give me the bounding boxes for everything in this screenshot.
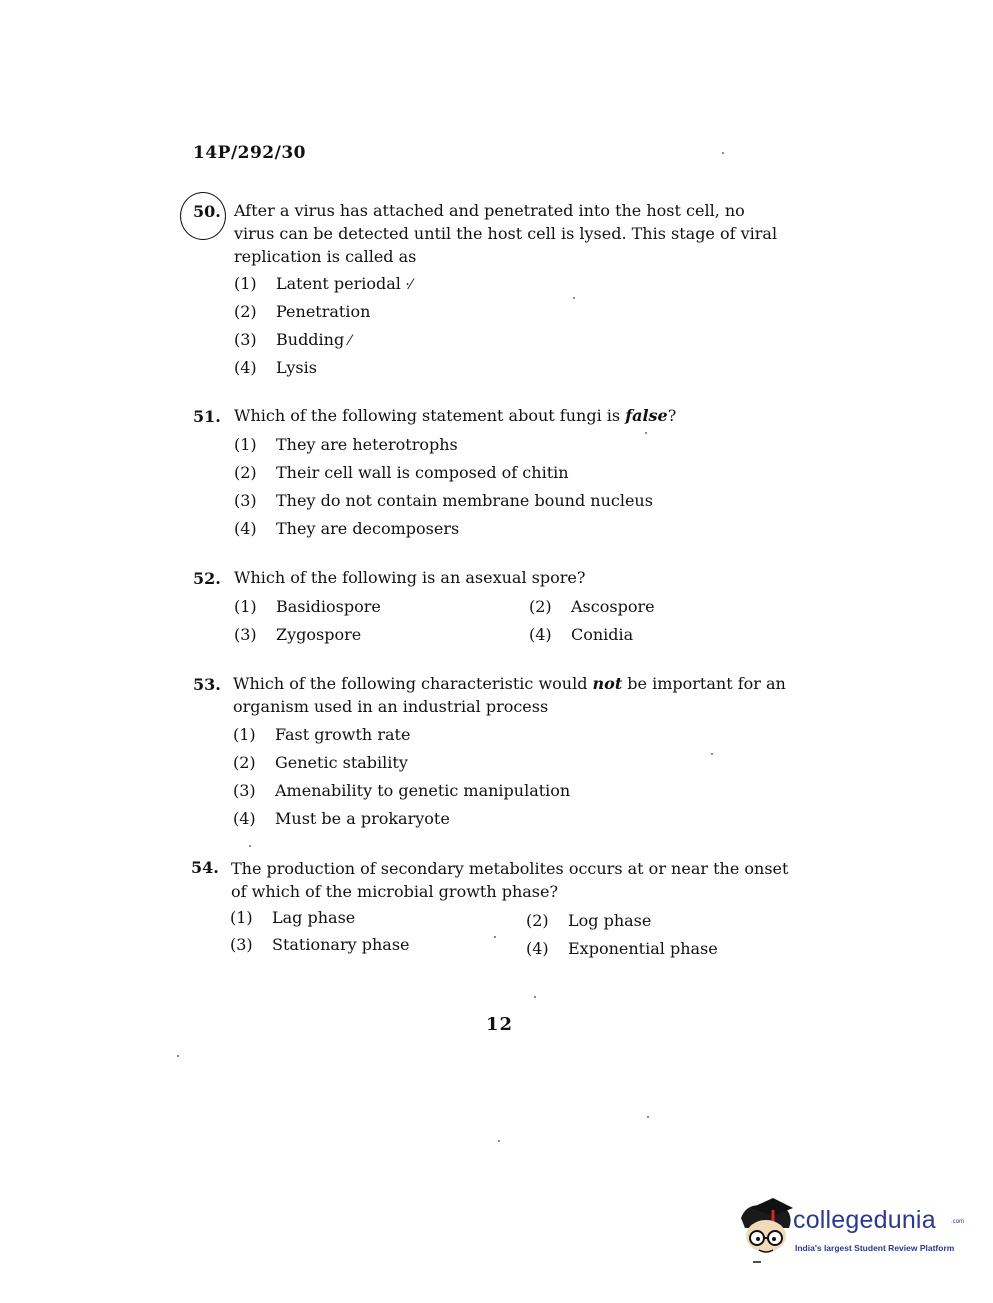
option-item: (2) Their cell wall is composed of chitin [234,463,569,482]
option-item: (3) Stationary phase [230,935,410,954]
option-item: (4) Conidia [529,625,634,644]
option-item: (4) They are decomposers [234,519,460,538]
scan-speck [534,996,536,998]
option-item: (1) Lag phase [230,908,356,927]
option-item: (4) Must be a prokaryote [233,809,450,828]
question-text: Which of the following statement about fungi is false? [234,406,677,425]
brand-domain-suffix: .com [951,1219,965,1225]
question-number: 52. [193,569,221,588]
question-text: Which of the following characteristic would not be important for an organism used in an industrial process [233,674,786,716]
option-item: (1) They are heterotrophs [234,435,458,454]
scan-speck [711,753,713,755]
paper-code: 14P/292/30 [193,143,307,163]
option-item: (2) Penetration [234,302,371,321]
option-item: (3) Amenability to genetic manipulation [233,781,571,800]
option-item: (1) Fast growth rate [233,725,411,744]
option-item: (3) Budding ⁄ [234,330,352,349]
option-item: (2) Ascospore [529,597,655,616]
scan-speck [647,1116,649,1118]
question-text: Which of the following is an asexual spore? [234,568,586,587]
question-number: 51. [193,407,221,426]
question-text: The production of secondary metabolites occurs at or near the onset of which of the microbial growth phase? [231,859,789,901]
scan-speck [498,1140,500,1142]
option-item: (3) Zygospore [234,625,362,644]
option-item: (4) Exponential phase [526,939,718,958]
option-item: (1) Latent periodal ·⁄ [234,274,413,293]
page-number: 12 [486,1014,514,1035]
option-item: (4) Lysis [234,358,317,377]
scan-speck [494,936,496,938]
question-number: 53. [193,675,221,694]
brand-tagline: India's largest Student Review Platform [795,1243,955,1253]
scan-speck [573,297,575,299]
scan-speck [645,432,647,434]
option-item: (2) Genetic stability [233,753,408,772]
scan-speck [177,1055,179,1057]
question-number: 50. [193,202,221,221]
option-item: (2) Log phase [526,911,652,930]
option-item: (1) Basidiospore [234,597,381,616]
option-item: (3) They do not contain membrane bound nucleus [234,491,653,510]
handwritten-tick-mark: ·⁄ [400,277,413,293]
question-text: After a virus has attached and penetrated into the host cell, no virus can be detected until the host cell is lysed. This stage of viral replication is called as [234,201,778,266]
scan-speck [249,845,251,847]
question-number: 54. [191,858,219,877]
scan-speck [722,152,724,154]
brand-name: collegedunia [793,1206,936,1234]
handwritten-tick-mark: ⁄ [344,333,352,349]
